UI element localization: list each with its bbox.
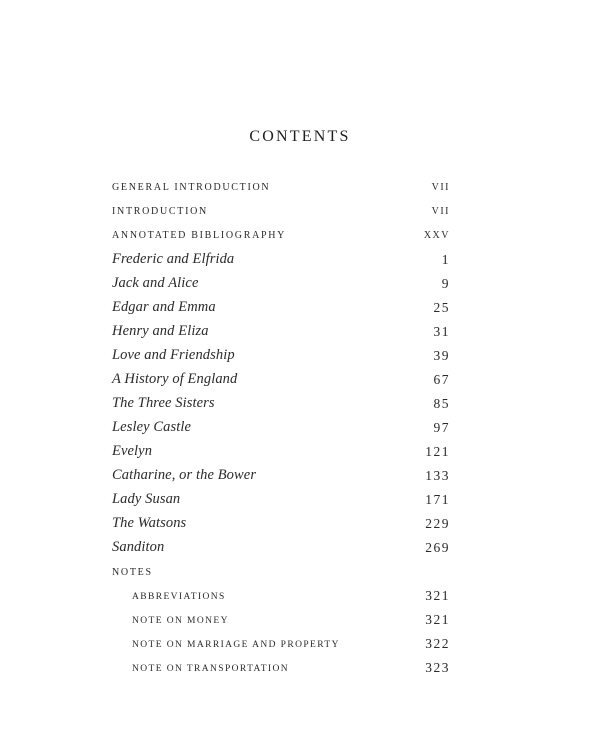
- toc-entry-label: Frederic and Elfrida: [112, 251, 235, 267]
- toc-entry-annotated-bibliography[interactable]: [112, 223, 450, 243]
- toc-entry-the-watsons[interactable]: [112, 512, 450, 532]
- toc-entry-page: 321: [425, 612, 450, 627]
- toc-entry-page: 85: [433, 396, 450, 411]
- toc-entry-evelyn[interactable]: [112, 440, 450, 460]
- toc-entry-label: GENERAL INTRODUCTION: [112, 182, 271, 193]
- toc-entry-label: INTRODUCTION: [112, 206, 208, 217]
- toc-entry-henry-and-eliza[interactable]: [112, 320, 450, 340]
- toc-entry-abbreviations[interactable]: [112, 584, 450, 604]
- toc-entry-note-on-transportation[interactable]: [112, 656, 450, 676]
- toc-entry-page: 121: [425, 444, 450, 459]
- toc-entry-label: Henry and Eliza: [112, 323, 209, 339]
- toc-entry-label: ANNOTATED BIBLIOGRAPHY: [112, 230, 287, 241]
- toc-entry-page: 133: [425, 468, 450, 483]
- toc-entry-the-three-sisters[interactable]: [112, 392, 450, 412]
- toc-entry-note-on-marriage-and-property[interactable]: [112, 632, 450, 652]
- toc-entry-label: Jack and Alice: [112, 275, 199, 291]
- toc-entry-label: NOTES: [112, 567, 153, 578]
- toc-entry-page: 171: [425, 492, 450, 507]
- toc-entry-label: NOTE ON MONEY: [132, 616, 229, 626]
- toc-entry-general-introduction[interactable]: [112, 175, 450, 195]
- toc-entry-frederic-and-elfrida[interactable]: [112, 248, 450, 268]
- toc-entry-love-and-friendship[interactable]: [112, 344, 450, 364]
- toc-entry-label: Edgar and Emma: [112, 299, 216, 315]
- toc-entry-label: ABBREVIATIONS: [132, 592, 226, 602]
- toc-entry-page: VII: [431, 182, 450, 193]
- toc-entry-lady-susan[interactable]: [112, 488, 450, 508]
- toc-entry-label: Lady Susan: [112, 491, 181, 507]
- toc-entry-page: 39: [433, 348, 450, 363]
- toc-entry-introduction[interactable]: [112, 199, 450, 219]
- toc-entry-page: 269: [425, 540, 450, 555]
- toc-entry-note-on-money[interactable]: [112, 608, 450, 628]
- toc-entry-lesley-castle[interactable]: [112, 416, 450, 436]
- toc-entry-page: VII: [431, 206, 450, 217]
- toc-entry-notes[interactable]: [112, 560, 450, 580]
- toc-entry-label: NOTE ON TRANSPORTATION: [132, 664, 290, 674]
- toc-entry-label: Catharine, or the Bower: [112, 467, 257, 483]
- toc-entry-label: Sanditon: [112, 539, 165, 555]
- toc-entry-catharine-or-the-bower[interactable]: [112, 464, 450, 484]
- toc-entry-label: A History of England: [112, 371, 238, 387]
- toc-entry-label: Evelyn: [112, 443, 153, 459]
- toc-entry-page: 323: [425, 660, 450, 675]
- toc-entry-page: 25: [433, 300, 450, 315]
- toc-entry-page: 1: [441, 252, 450, 267]
- toc-entry-page: 67: [433, 372, 450, 387]
- toc-entry-a-history-of-england[interactable]: [112, 368, 450, 388]
- toc-entry-sanditon[interactable]: [112, 536, 450, 556]
- toc-entry-page: 31: [433, 324, 450, 339]
- toc-entry-label: Love and Friendship: [112, 347, 235, 363]
- toc-entry-edgar-and-emma[interactable]: [112, 296, 450, 316]
- toc-entry-page: 229: [425, 516, 450, 531]
- toc-entry-label: The Watsons: [112, 515, 187, 531]
- toc-entry-label: Lesley Castle: [112, 419, 192, 435]
- toc-entry-label: The Three Sisters: [112, 395, 215, 411]
- toc-entry-page: 97: [433, 420, 450, 435]
- page-title: CONTENTS: [249, 128, 351, 145]
- toc-entry-page: 9: [441, 276, 450, 291]
- toc-entry-page: 321: [425, 588, 450, 603]
- toc-entry-page: XXV: [423, 230, 450, 241]
- toc-entry-label: NOTE ON MARRIAGE AND PROPERTY: [132, 640, 340, 650]
- toc-entry-page: 322: [425, 636, 450, 651]
- toc-entry-jack-and-alice[interactable]: [112, 272, 450, 292]
